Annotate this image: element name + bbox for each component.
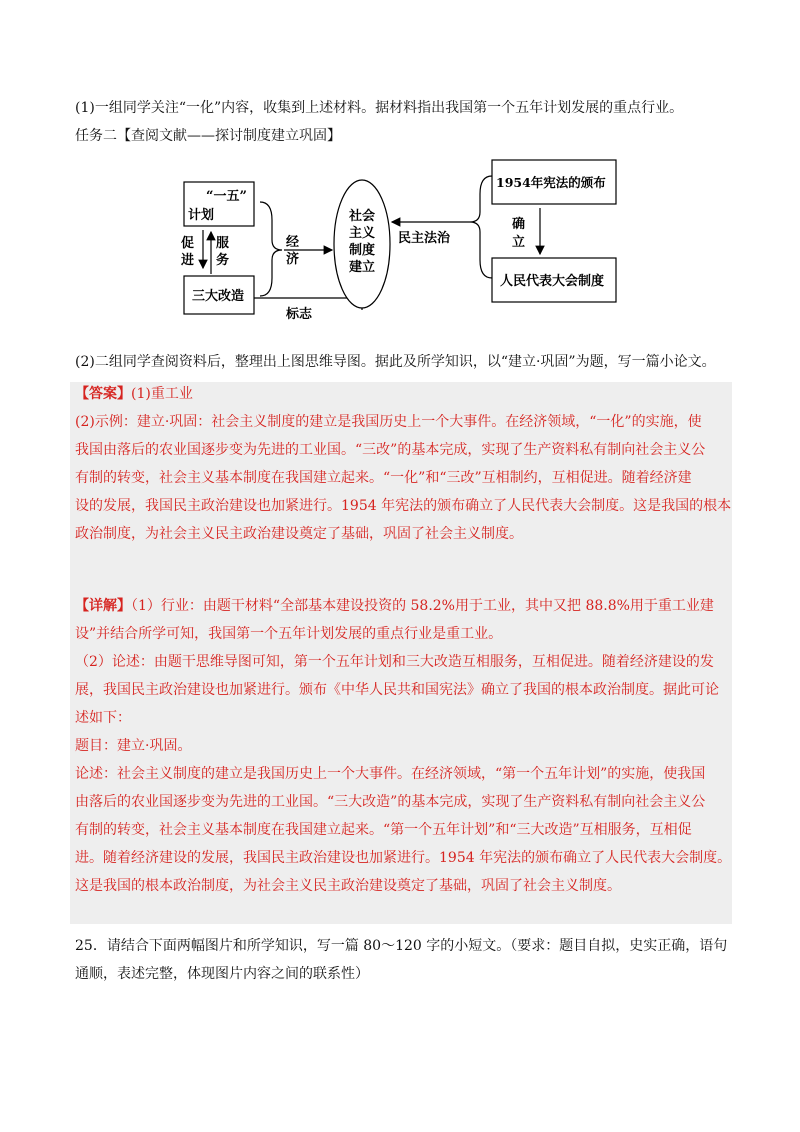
task-2-title: 任务二【查阅文献——探讨制度建立巩固】 [75,128,341,144]
answer-line-6: 政治制度，为社会主义民主政治建设奠定了基础，巩固了社会主义制度。 [75,526,523,542]
label-cujin-1: 促 [181,236,195,251]
label-fuwu-2: 务 [216,253,230,268]
ellipse-line-3: 制度 [349,243,376,258]
answer-line-1 [75,384,193,404]
ellipse-line-1: 社会 [349,209,376,224]
ellipse-line-2: 主义 [349,226,376,241]
peoples-congress-label: 人民代表大会制度 [500,274,605,289]
detail-line-8: 由落后的农业国逐步变为先进的工业国。“三大改造”的基本完成，实现了生产资料私有制向社会主义公 [75,794,706,810]
detail-line-10: 进。随着经济建设的发展，我国民主政治建设也加紧进行。1954 年宪法的颁布确立了人民代表大会制度。 [75,850,732,866]
answer-label: 【答案】 [75,386,131,402]
detail-line-1 [75,596,714,616]
question-25-line-1: 25．请结合下面两幅图片和所学知识，写一篇 80～120 字的小短文。（要求：题目自拟，史实正确，语句 [75,938,728,954]
detail-line-6: 题目：建立·巩固。 [75,738,192,754]
right-brace [470,176,492,278]
mind-map-diagram [150,150,630,330]
question-25-line-2: 通顺，表述完整，体现图片内容之间的联系性） [75,966,369,982]
detail-label: 【详解】 [75,598,131,614]
detail-line-3: （2）论述：由题干思维导图可知，第一个五年计划和三大改造互相服务，互相促进。随着经济建设的发 [75,654,714,670]
detail-line-5: 述如下： [75,710,131,726]
label-fuwu-1: 服 [216,236,230,251]
answer-line-5: 设的发展，我国民主政治建设也加紧进行。1954 年宪法的颁布确立了人民代表大会制度。这是我国的根本 [75,498,732,514]
three-reforms-label: 三大改造 [192,289,245,304]
label-cujin-2: 进 [181,253,195,268]
label-biaozhi: 标志 [286,307,313,322]
answer-part-1: (1)重工业 [131,386,193,402]
label-queli-1: 确 [512,217,526,232]
question-2-text: (2)二组同学查阅资料后，整理出上图思维导图。据此及所学知识，以“建立·巩固”为题，写一篇小论文。 [75,354,716,370]
label-jingji-1: 经 [286,235,300,250]
detail-line-2: 设”并结合所学可知，我国第一个五年计划发展的重点行业是重工业。 [75,626,503,642]
detail-line-4: 展，我国民主政治建设也加紧进行。颁布《中华人民共和国宪法》确立了我国的根本政治制度。据此可论 [75,682,719,698]
label-minzhu: 民主法治 [398,231,451,246]
detail-line-7: 论述：社会主义制度的建立是我国历史上一个大事件。在经济领域，“第一个五年计划”的实施，使我国 [75,766,706,782]
economy-brace [260,202,282,296]
detail-line-11: 这是我国的根本政治制度，为社会主义民主政治建设奠定了基础，巩固了社会主义制度。 [75,878,621,894]
answer-line-4: 有制的转变，社会主义基本制度在我国建立起来。“一化”和“三改”互相制约，互相促进。随着经济建 [75,470,692,486]
answer-line-2: (2)示例：建立·巩固：社会主义制度的建立是我国历史上一个大事件。在经济领域，“一化”的实施，使 [75,414,702,430]
answer-block [70,382,732,924]
five-year-plan-label-top: “一五” [206,189,247,204]
question-1-text: (1)一组同学关注“一化”内容，收集到上述材料。据材料指出我国第一个五年计划发展的重点行业。 [75,100,684,116]
five-year-plan-label-bottom: 计划 [188,208,215,223]
detail-part-1: （1）行业：由题干材料“全部基本建设投资的 58.2%用于工业，其中又把 88.8%用于重工业建 [131,598,714,614]
label-queli-2: 立 [512,235,526,250]
answer-line-3: 我国由落后的农业国逐步变为先进的工业国。“三改”的基本完成，实现了生产资料私有制向社会主义公 [75,442,706,458]
label-jingji-2: 济 [286,252,300,267]
ellipse-line-4: 建立 [349,260,376,275]
constitution-1954-label: 1954年宪法的颁布 [496,175,606,190]
detail-line-9: 有制的转变，社会主义基本制度在我国建立起来。“第一个五年计划”和“三大改造”互相服务，互相促 [75,822,692,838]
